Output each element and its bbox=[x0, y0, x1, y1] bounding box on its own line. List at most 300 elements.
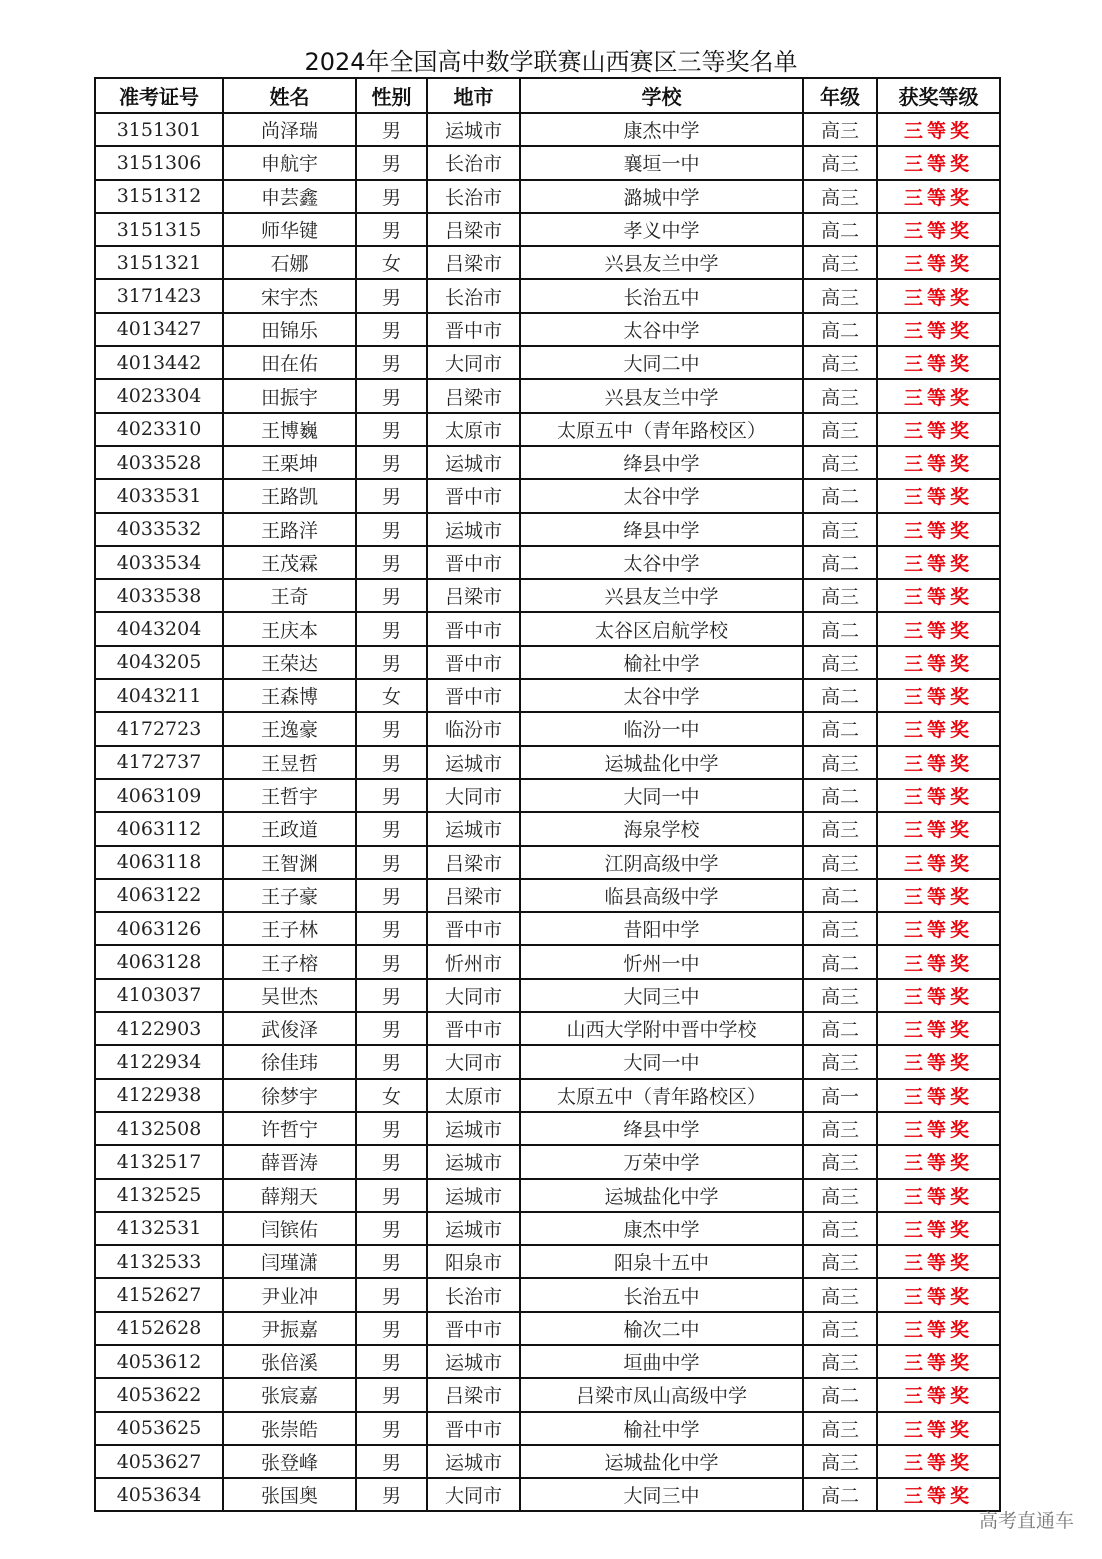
cell-name: 许哲宁 bbox=[223, 1112, 356, 1145]
cell-award: 三等奖 bbox=[877, 213, 1000, 246]
cell-grade: 高三 bbox=[803, 979, 877, 1012]
cell-name: 王栗坤 bbox=[223, 446, 356, 479]
cell-gender: 男 bbox=[356, 1312, 427, 1345]
cell-school: 昔阳中学 bbox=[520, 912, 803, 945]
column-header-award: 获奖等级 bbox=[877, 78, 1000, 113]
table-row bbox=[95, 1445, 1000, 1478]
cell-name: 王路洋 bbox=[223, 513, 356, 546]
cell-exam-id: 4053622 bbox=[95, 1378, 223, 1411]
cell-school: 忻州一中 bbox=[520, 945, 803, 978]
table-row bbox=[95, 413, 1000, 446]
cell-school: 大同一中 bbox=[520, 1045, 803, 1078]
table-row bbox=[95, 1378, 1000, 1411]
cell-name: 王政道 bbox=[223, 812, 356, 845]
cell-award: 三等奖 bbox=[877, 180, 1000, 213]
cell-grade: 高三 bbox=[803, 1112, 877, 1145]
cell-grade: 高三 bbox=[803, 1045, 877, 1078]
cell-award: 三等奖 bbox=[877, 1079, 1000, 1112]
cell-exam-id: 4152627 bbox=[95, 1278, 223, 1311]
cell-name: 张登峰 bbox=[223, 1445, 356, 1478]
table-row bbox=[95, 746, 1000, 779]
cell-name: 王庆本 bbox=[223, 612, 356, 645]
cell-grade: 高二 bbox=[803, 1478, 877, 1511]
column-header-name: 姓名 bbox=[223, 78, 356, 113]
cell-gender: 男 bbox=[356, 213, 427, 246]
cell-school: 山西大学附中晋中学校 bbox=[520, 1012, 803, 1045]
cell-exam-id: 4132525 bbox=[95, 1179, 223, 1212]
cell-name: 薛晋涛 bbox=[223, 1145, 356, 1178]
cell-award: 三等奖 bbox=[877, 746, 1000, 779]
cell-gender: 女 bbox=[356, 246, 427, 279]
cell-award: 三等奖 bbox=[877, 1145, 1000, 1178]
table-row bbox=[95, 945, 1000, 978]
table-row bbox=[95, 879, 1000, 912]
cell-gender: 男 bbox=[356, 1145, 427, 1178]
cell-award: 三等奖 bbox=[877, 1445, 1000, 1478]
cell-name: 尹振嘉 bbox=[223, 1312, 356, 1345]
cell-award: 三等奖 bbox=[877, 446, 1000, 479]
cell-grade: 高二 bbox=[803, 712, 877, 745]
cell-exam-id: 4033538 bbox=[95, 579, 223, 612]
cell-city: 晋中市 bbox=[427, 1012, 520, 1045]
cell-exam-id: 3171423 bbox=[95, 279, 223, 312]
column-header-exam-id: 准考证号 bbox=[95, 78, 223, 113]
cell-gender: 男 bbox=[356, 746, 427, 779]
cell-city: 长治市 bbox=[427, 279, 520, 312]
cell-city: 吕梁市 bbox=[427, 846, 520, 879]
cell-city: 运城市 bbox=[427, 746, 520, 779]
table-row bbox=[95, 1312, 1000, 1345]
cell-school: 太谷中学 bbox=[520, 546, 803, 579]
page-title: 2024年全国高中数学联赛山西赛区三等奖名单 bbox=[304, 48, 798, 76]
cell-name: 张崇皓 bbox=[223, 1412, 356, 1445]
cell-award: 三等奖 bbox=[877, 1278, 1000, 1311]
cell-city: 运城市 bbox=[427, 1112, 520, 1145]
cell-exam-id: 4063126 bbox=[95, 912, 223, 945]
cell-name: 吴世杰 bbox=[223, 979, 356, 1012]
cell-exam-id: 4122903 bbox=[95, 1012, 223, 1045]
cell-grade: 高三 bbox=[803, 812, 877, 845]
cell-name: 宋宇杰 bbox=[223, 279, 356, 312]
cell-city: 吕梁市 bbox=[427, 579, 520, 612]
cell-gender: 男 bbox=[356, 1278, 427, 1311]
table-row bbox=[95, 846, 1000, 879]
cell-city: 运城市 bbox=[427, 1212, 520, 1245]
cell-name: 王博巍 bbox=[223, 413, 356, 446]
cell-school: 康杰中学 bbox=[520, 113, 803, 146]
cell-city: 大同市 bbox=[427, 346, 520, 379]
cell-city: 吕梁市 bbox=[427, 246, 520, 279]
cell-city: 晋中市 bbox=[427, 646, 520, 679]
watermark-text: 高考直通车 bbox=[978, 1510, 1074, 1532]
cell-grade: 高三 bbox=[803, 513, 877, 546]
cell-school: 运城盐化中学 bbox=[520, 746, 803, 779]
table-row bbox=[95, 1412, 1000, 1445]
cell-city: 晋中市 bbox=[427, 912, 520, 945]
cell-gender: 男 bbox=[356, 712, 427, 745]
cell-exam-id: 4053612 bbox=[95, 1345, 223, 1378]
table-row bbox=[95, 612, 1000, 645]
table-header-row bbox=[95, 78, 1000, 113]
cell-exam-id: 4033531 bbox=[95, 479, 223, 512]
cell-name: 申芸鑫 bbox=[223, 180, 356, 213]
cell-grade: 高三 bbox=[803, 1345, 877, 1378]
cell-school: 兴县友兰中学 bbox=[520, 579, 803, 612]
cell-award: 三等奖 bbox=[877, 1212, 1000, 1245]
table-row bbox=[95, 579, 1000, 612]
cell-school: 阳泉十五中 bbox=[520, 1245, 803, 1278]
cell-school: 绛县中学 bbox=[520, 513, 803, 546]
cell-name: 王茂霖 bbox=[223, 546, 356, 579]
table-row bbox=[95, 1278, 1000, 1311]
cell-grade: 高三 bbox=[803, 379, 877, 412]
cell-gender: 男 bbox=[356, 546, 427, 579]
cell-school: 大同二中 bbox=[520, 346, 803, 379]
cell-school: 江阴高级中学 bbox=[520, 846, 803, 879]
cell-school: 兴县友兰中学 bbox=[520, 379, 803, 412]
cell-school: 海泉学校 bbox=[520, 812, 803, 845]
cell-city: 大同市 bbox=[427, 979, 520, 1012]
cell-gender: 男 bbox=[356, 1112, 427, 1145]
cell-exam-id: 4172723 bbox=[95, 712, 223, 745]
cell-grade: 高三 bbox=[803, 346, 877, 379]
cell-city: 晋中市 bbox=[427, 546, 520, 579]
cell-name: 师华键 bbox=[223, 213, 356, 246]
cell-city: 长治市 bbox=[427, 146, 520, 179]
cell-gender: 男 bbox=[356, 413, 427, 446]
cell-award: 三等奖 bbox=[877, 413, 1000, 446]
table-row bbox=[95, 1079, 1000, 1112]
cell-gender: 男 bbox=[356, 612, 427, 645]
cell-award: 三等奖 bbox=[877, 379, 1000, 412]
cell-exam-id: 4033528 bbox=[95, 446, 223, 479]
table-row bbox=[95, 346, 1000, 379]
cell-city: 晋中市 bbox=[427, 479, 520, 512]
cell-city: 忻州市 bbox=[427, 945, 520, 978]
cell-school: 长治五中 bbox=[520, 1278, 803, 1311]
cell-exam-id: 3151315 bbox=[95, 213, 223, 246]
cell-grade: 高二 bbox=[803, 546, 877, 579]
cell-exam-id: 4152628 bbox=[95, 1312, 223, 1345]
table-row bbox=[95, 379, 1000, 412]
cell-exam-id: 4103037 bbox=[95, 979, 223, 1012]
cell-school: 运城盐化中学 bbox=[520, 1445, 803, 1478]
cell-grade: 高三 bbox=[803, 1145, 877, 1178]
cell-name: 王子豪 bbox=[223, 879, 356, 912]
cell-school: 太原五中（青年路校区） bbox=[520, 413, 803, 446]
cell-gender: 男 bbox=[356, 1445, 427, 1478]
cell-school: 垣曲中学 bbox=[520, 1345, 803, 1378]
cell-grade: 高三 bbox=[803, 1245, 877, 1278]
cell-exam-id: 4063112 bbox=[95, 812, 223, 845]
cell-name: 王智渊 bbox=[223, 846, 356, 879]
cell-city: 太原市 bbox=[427, 413, 520, 446]
cell-name: 王哲宇 bbox=[223, 779, 356, 812]
cell-award: 三等奖 bbox=[877, 912, 1000, 945]
cell-grade: 高三 bbox=[803, 1212, 877, 1245]
cell-grade: 高二 bbox=[803, 779, 877, 812]
cell-grade: 高二 bbox=[803, 679, 877, 712]
cell-exam-id: 4053625 bbox=[95, 1412, 223, 1445]
column-header-grade: 年级 bbox=[803, 78, 877, 113]
cell-gender: 男 bbox=[356, 379, 427, 412]
cell-exam-id: 4013442 bbox=[95, 346, 223, 379]
cell-gender: 男 bbox=[356, 1012, 427, 1045]
cell-gender: 男 bbox=[356, 146, 427, 179]
cell-name: 王荣达 bbox=[223, 646, 356, 679]
cell-gender: 男 bbox=[356, 779, 427, 812]
cell-city: 长治市 bbox=[427, 1278, 520, 1311]
table-row bbox=[95, 113, 1000, 146]
cell-grade: 高三 bbox=[803, 746, 877, 779]
cell-gender: 男 bbox=[356, 812, 427, 845]
cell-city: 大同市 bbox=[427, 779, 520, 812]
cell-city: 晋中市 bbox=[427, 1412, 520, 1445]
cell-school: 太谷中学 bbox=[520, 679, 803, 712]
cell-award: 三等奖 bbox=[877, 846, 1000, 879]
cell-city: 晋中市 bbox=[427, 1312, 520, 1345]
cell-exam-id: 3151321 bbox=[95, 246, 223, 279]
cell-grade: 高二 bbox=[803, 479, 877, 512]
cell-exam-id: 4023304 bbox=[95, 379, 223, 412]
cell-school: 太谷中学 bbox=[520, 479, 803, 512]
cell-school: 大同三中 bbox=[520, 979, 803, 1012]
cell-award: 三等奖 bbox=[877, 679, 1000, 712]
cell-city: 吕梁市 bbox=[427, 879, 520, 912]
cell-grade: 高二 bbox=[803, 612, 877, 645]
cell-award: 三等奖 bbox=[877, 779, 1000, 812]
cell-name: 闫瑾潇 bbox=[223, 1245, 356, 1278]
cell-exam-id: 4023310 bbox=[95, 413, 223, 446]
cell-grade: 高三 bbox=[803, 446, 877, 479]
cell-grade: 高三 bbox=[803, 1412, 877, 1445]
table-row bbox=[95, 1045, 1000, 1078]
table-row bbox=[95, 712, 1000, 745]
cell-city: 太原市 bbox=[427, 1079, 520, 1112]
cell-city: 大同市 bbox=[427, 1478, 520, 1511]
table-row bbox=[95, 180, 1000, 213]
cell-name: 闫镔佑 bbox=[223, 1212, 356, 1245]
cell-exam-id: 3151312 bbox=[95, 180, 223, 213]
cell-grade: 高三 bbox=[803, 1179, 877, 1212]
cell-gender: 男 bbox=[356, 513, 427, 546]
cell-city: 运城市 bbox=[427, 513, 520, 546]
cell-gender: 男 bbox=[356, 180, 427, 213]
cell-city: 阳泉市 bbox=[427, 1245, 520, 1278]
cell-gender: 男 bbox=[356, 1345, 427, 1378]
cell-exam-id: 4132531 bbox=[95, 1212, 223, 1245]
cell-gender: 男 bbox=[356, 279, 427, 312]
cell-school: 榆次二中 bbox=[520, 1312, 803, 1345]
cell-gender: 男 bbox=[356, 1412, 427, 1445]
cell-grade: 高二 bbox=[803, 313, 877, 346]
cell-award: 三等奖 bbox=[877, 513, 1000, 546]
cell-school: 长治五中 bbox=[520, 279, 803, 312]
cell-exam-id: 4063109 bbox=[95, 779, 223, 812]
cell-exam-id: 4053634 bbox=[95, 1478, 223, 1511]
cell-name: 尚泽瑞 bbox=[223, 113, 356, 146]
cell-exam-id: 4033532 bbox=[95, 513, 223, 546]
table-row bbox=[95, 313, 1000, 346]
cell-name: 田在佑 bbox=[223, 346, 356, 379]
cell-name: 张倍溪 bbox=[223, 1345, 356, 1378]
cell-gender: 男 bbox=[356, 479, 427, 512]
cell-city: 运城市 bbox=[427, 113, 520, 146]
table-row bbox=[95, 513, 1000, 546]
cell-city: 运城市 bbox=[427, 812, 520, 845]
cell-award: 三等奖 bbox=[877, 646, 1000, 679]
cell-gender: 男 bbox=[356, 446, 427, 479]
cell-name: 王奇 bbox=[223, 579, 356, 612]
cell-award: 三等奖 bbox=[877, 1045, 1000, 1078]
table-row bbox=[95, 679, 1000, 712]
cell-award: 三等奖 bbox=[877, 879, 1000, 912]
cell-name: 武俊泽 bbox=[223, 1012, 356, 1045]
cell-award: 三等奖 bbox=[877, 313, 1000, 346]
cell-award: 三等奖 bbox=[877, 1179, 1000, 1212]
cell-award: 三等奖 bbox=[877, 479, 1000, 512]
cell-school: 吕梁市凤山高级中学 bbox=[520, 1378, 803, 1411]
cell-gender: 男 bbox=[356, 1045, 427, 1078]
cell-award: 三等奖 bbox=[877, 712, 1000, 745]
cell-city: 晋中市 bbox=[427, 612, 520, 645]
cell-gender: 男 bbox=[356, 646, 427, 679]
cell-gender: 女 bbox=[356, 679, 427, 712]
cell-award: 三等奖 bbox=[877, 146, 1000, 179]
table-row bbox=[95, 1112, 1000, 1145]
cell-exam-id: 4122938 bbox=[95, 1079, 223, 1112]
cell-award: 三等奖 bbox=[877, 579, 1000, 612]
cell-exam-id: 4122934 bbox=[95, 1045, 223, 1078]
cell-exam-id: 4013427 bbox=[95, 313, 223, 346]
cell-city: 运城市 bbox=[427, 446, 520, 479]
cell-school: 潞城中学 bbox=[520, 180, 803, 213]
cell-award: 三等奖 bbox=[877, 1412, 1000, 1445]
table-row bbox=[95, 1012, 1000, 1045]
cell-school: 运城盐化中学 bbox=[520, 1179, 803, 1212]
cell-city: 吕梁市 bbox=[427, 213, 520, 246]
cell-name: 薛翔天 bbox=[223, 1179, 356, 1212]
cell-award: 三等奖 bbox=[877, 546, 1000, 579]
cell-gender: 男 bbox=[356, 846, 427, 879]
cell-grade: 高三 bbox=[803, 180, 877, 213]
cell-gender: 男 bbox=[356, 1478, 427, 1511]
cell-award: 三等奖 bbox=[877, 1478, 1000, 1511]
cell-name: 申航宇 bbox=[223, 146, 356, 179]
cell-grade: 高三 bbox=[803, 413, 877, 446]
cell-city: 运城市 bbox=[427, 1179, 520, 1212]
cell-city: 晋中市 bbox=[427, 679, 520, 712]
table-row bbox=[95, 646, 1000, 679]
cell-grade: 高三 bbox=[803, 1445, 877, 1478]
table-row bbox=[95, 146, 1000, 179]
cell-city: 大同市 bbox=[427, 1045, 520, 1078]
cell-exam-id: 4033534 bbox=[95, 546, 223, 579]
cell-city: 吕梁市 bbox=[427, 379, 520, 412]
cell-city: 运城市 bbox=[427, 1145, 520, 1178]
cell-school: 大同一中 bbox=[520, 779, 803, 812]
table-row bbox=[95, 279, 1000, 312]
cell-award: 三等奖 bbox=[877, 812, 1000, 845]
cell-school: 太原五中（青年路校区） bbox=[520, 1079, 803, 1112]
cell-gender: 男 bbox=[356, 313, 427, 346]
cell-gender: 女 bbox=[356, 1079, 427, 1112]
cell-grade: 高三 bbox=[803, 246, 877, 279]
table-row bbox=[95, 479, 1000, 512]
cell-award: 三等奖 bbox=[877, 1312, 1000, 1345]
cell-award: 三等奖 bbox=[877, 246, 1000, 279]
cell-grade: 高三 bbox=[803, 279, 877, 312]
cell-name: 徐梦宇 bbox=[223, 1079, 356, 1112]
cell-award: 三等奖 bbox=[877, 979, 1000, 1012]
cell-exam-id: 3151301 bbox=[95, 113, 223, 146]
cell-grade: 高三 bbox=[803, 1278, 877, 1311]
cell-exam-id: 4172737 bbox=[95, 746, 223, 779]
table-row bbox=[95, 779, 1000, 812]
cell-school: 榆社中学 bbox=[520, 646, 803, 679]
column-header-school: 学校 bbox=[520, 78, 803, 113]
cell-name: 王昱哲 bbox=[223, 746, 356, 779]
cell-school: 孝义中学 bbox=[520, 213, 803, 246]
cell-grade: 高三 bbox=[803, 912, 877, 945]
cell-exam-id: 4053627 bbox=[95, 1445, 223, 1478]
cell-grade: 高三 bbox=[803, 146, 877, 179]
cell-award: 三等奖 bbox=[877, 945, 1000, 978]
cell-gender: 男 bbox=[356, 579, 427, 612]
cell-name: 徐佳玮 bbox=[223, 1045, 356, 1078]
table-row bbox=[95, 246, 1000, 279]
table-row bbox=[95, 1212, 1000, 1245]
cell-city: 晋中市 bbox=[427, 313, 520, 346]
cell-school: 太谷中学 bbox=[520, 313, 803, 346]
cell-award: 三等奖 bbox=[877, 113, 1000, 146]
cell-name: 王逸豪 bbox=[223, 712, 356, 745]
cell-gender: 男 bbox=[356, 912, 427, 945]
cell-name: 田锦乐 bbox=[223, 313, 356, 346]
cell-name: 尹业冲 bbox=[223, 1278, 356, 1311]
cell-grade: 高三 bbox=[803, 579, 877, 612]
cell-exam-id: 4063118 bbox=[95, 846, 223, 879]
cell-name: 王路凯 bbox=[223, 479, 356, 512]
cell-grade: 高三 bbox=[803, 113, 877, 146]
cell-grade: 高一 bbox=[803, 1079, 877, 1112]
cell-city: 吕梁市 bbox=[427, 1378, 520, 1411]
cell-award: 三等奖 bbox=[877, 279, 1000, 312]
cell-name: 张宸嘉 bbox=[223, 1378, 356, 1411]
cell-school: 太谷区启航学校 bbox=[520, 612, 803, 645]
cell-name: 石娜 bbox=[223, 246, 356, 279]
cell-gender: 男 bbox=[356, 879, 427, 912]
cell-school: 临县高级中学 bbox=[520, 879, 803, 912]
cell-exam-id: 4063128 bbox=[95, 945, 223, 978]
cell-school: 绛县中学 bbox=[520, 1112, 803, 1145]
cell-name: 田振宇 bbox=[223, 379, 356, 412]
cell-school: 临汾一中 bbox=[520, 712, 803, 745]
cell-exam-id: 4132508 bbox=[95, 1112, 223, 1145]
cell-award: 三等奖 bbox=[877, 1345, 1000, 1378]
cell-school: 兴县友兰中学 bbox=[520, 246, 803, 279]
table-row bbox=[95, 912, 1000, 945]
cell-gender: 男 bbox=[356, 1212, 427, 1245]
cell-grade: 高二 bbox=[803, 879, 877, 912]
table-row bbox=[95, 446, 1000, 479]
cell-grade: 高三 bbox=[803, 1312, 877, 1345]
cell-name: 王子榕 bbox=[223, 945, 356, 978]
cell-school: 万荣中学 bbox=[520, 1145, 803, 1178]
cell-name: 王森博 bbox=[223, 679, 356, 712]
table-row bbox=[95, 979, 1000, 1012]
column-header-city: 地市 bbox=[427, 78, 520, 113]
